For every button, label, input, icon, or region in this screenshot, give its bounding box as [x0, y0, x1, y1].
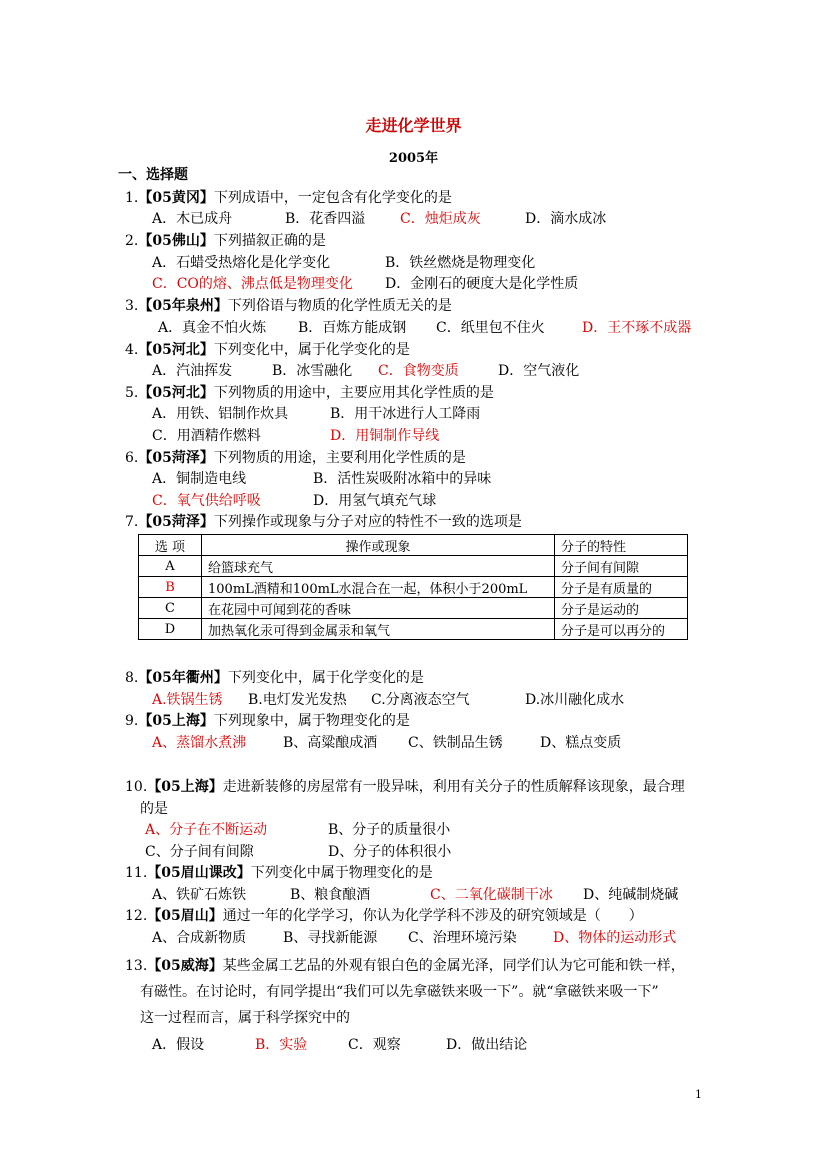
question-number: 6. [125, 450, 139, 466]
option-c: C．观察 [348, 1037, 401, 1053]
year-heading: 2005年 [388, 151, 439, 166]
question-stem: 下列操作或现象与分子对应的特性不一致的选项是 [213, 514, 522, 530]
question-stem-continued: 这一过程而言，属于科学探究中的 [140, 1010, 350, 1026]
option-d: D.冰川融化成水 [525, 692, 625, 708]
table-header: 分子的特性 [555, 535, 688, 556]
question-1 [125, 189, 452, 207]
question-stem-continued: 有磁性。在讨论时，有同学提出“我们可以先拿磁铁来吸一下”。就“拿磁铁来吸一下” [140, 984, 659, 1000]
option-a: A．铜制造电线 [152, 471, 247, 487]
question-stem: 走进新装修的房屋常有一股异味，利用有关分子的性质解释该现象，最合理 [222, 779, 685, 795]
question-source: 【05菏泽】 [138, 514, 214, 530]
option-c: C．纸里包不住火 [436, 320, 545, 336]
table-cell: D [139, 619, 202, 640]
table-cell: 加热氧化汞可得到金属汞和氧气 [202, 619, 555, 640]
page-title: 走进化学世界 [365, 116, 462, 135]
question-stem: 下列变化中，属于化学变化的是 [213, 342, 410, 358]
question-stem: 下列物质的用途中，主要应用其化学性质的是 [213, 385, 494, 401]
option-b: B、高粱酿成酒 [283, 735, 378, 751]
table-header-row [139, 535, 688, 556]
question-2 [125, 232, 326, 250]
option-b-answer: B．实验 [255, 1037, 308, 1053]
question-source: 【05眉山】 [147, 908, 223, 924]
question-number: 3. [125, 298, 139, 314]
question-4 [125, 341, 410, 359]
option-c: C、铁制品生锈 [408, 735, 503, 751]
question-source: 【05菏泽】 [138, 450, 214, 466]
table-cell: 分子是运动的 [555, 598, 688, 619]
table-cell: 分子是可以再分的 [555, 619, 688, 640]
option-a: A．汽油挥发 [152, 363, 233, 379]
option-d: D、纯碱制烧碱 [583, 887, 679, 903]
question-stem: 下列现象中，属于物理变化的是 [213, 713, 410, 729]
question-7 [125, 513, 522, 531]
option-a: A．真金不怕火炼 [158, 320, 267, 336]
table-row [139, 598, 688, 619]
option-c-answer: C．食物变质 [378, 363, 459, 379]
option-a: A、合成新物质 [152, 930, 247, 946]
option-d: D．用氢气填充气球 [313, 493, 437, 509]
question-source: 【05威海】 [147, 958, 223, 974]
question-12 [125, 907, 643, 925]
table-cell: 分子间有间隙 [555, 556, 688, 577]
option-b: B．活性炭吸附冰箱中的异味 [313, 471, 492, 487]
option-c-answer: C．CO的熔、沸点低是物理变化 [152, 276, 353, 292]
question-stem: 下列成语中，一定包含有化学变化的是 [213, 190, 452, 206]
option-a: A．假设 [152, 1037, 205, 1053]
option-d: D．金刚石的硬度大是化学性质 [385, 276, 579, 292]
question-source: 【05河北】 [138, 385, 214, 401]
option-d: D、分子的体积很小 [328, 844, 452, 860]
table-cell: 100mL酒精和100mL水混合在一起，体积小于200mL [202, 577, 555, 598]
question-stem: 下列俗语与物质的化学性质无关的是 [227, 298, 452, 314]
option-d: D．做出结论 [446, 1037, 528, 1053]
option-a-answer: A、蒸馏水煮沸 [152, 735, 247, 751]
option-c-answer: C、二氧化碳制干冰 [430, 887, 553, 903]
option-b: B．铁丝燃烧是物理变化 [385, 255, 536, 271]
table-header: 操作或现象 [202, 535, 555, 556]
option-a: A、铁矿石炼铁 [152, 887, 247, 903]
question-3 [125, 297, 452, 315]
question-number: 12. [125, 908, 148, 924]
question-source: 【05佛山】 [138, 233, 214, 249]
question-8 [125, 669, 424, 687]
option-c: C.分离液态空气 [371, 692, 470, 708]
option-d: D、糕点变质 [540, 735, 622, 751]
question-number: 5. [125, 385, 139, 401]
table-cell: 给篮球充气 [202, 556, 555, 577]
option-b: B．花香四溢 [285, 211, 366, 227]
question-number: 2. [125, 233, 139, 249]
table-cell-answer: B [139, 577, 202, 598]
option-c-answer: C．烛炬成灰 [400, 211, 481, 227]
question-13 [125, 957, 685, 975]
question-source: 【05上海】 [147, 779, 223, 795]
option-d-answer: D、物体的运动形式 [553, 930, 677, 946]
option-d-answer: D．用铜制作导线 [330, 428, 440, 444]
table-cell: 分子是有质量的 [555, 577, 688, 598]
table-row [139, 556, 688, 577]
option-d: D．滴水成冰 [525, 211, 607, 227]
table-header: 选 项 [139, 535, 202, 556]
question-source: 【05黄冈】 [138, 190, 214, 206]
option-c: C、分子间有间隙 [145, 844, 254, 860]
table-cell: 在花园中可闻到花的香味 [202, 598, 555, 619]
table-cell: A [139, 556, 202, 577]
question-number: 4. [125, 342, 139, 358]
question-source: 【05年衢州】 [138, 670, 228, 686]
question-9 [125, 712, 410, 730]
table-row [139, 619, 688, 640]
question-source: 【05眉山课改】 [147, 865, 251, 881]
option-c: C．用酒精作燃料 [152, 428, 261, 444]
section-heading: 一、选择题 [118, 167, 188, 183]
option-a-answer: A、分子在不断运动 [145, 822, 268, 838]
option-b: B．百炼方能成钢 [298, 320, 407, 336]
question-6 [125, 449, 466, 467]
option-a-answer: A.铁锅生锈 [152, 692, 223, 708]
question-stem-continued: 的是 [140, 801, 168, 817]
question-number: 13. [125, 958, 148, 974]
option-d-answer: D．王不琢不成器 [582, 320, 692, 336]
option-b: B、粮食酿酒 [290, 887, 371, 903]
question-stem: 下列描叙正确的是 [213, 233, 326, 249]
option-a: A．用铁、铝制作炊具 [152, 406, 289, 422]
option-c-answer: C．氧气供给呼吸 [152, 493, 261, 509]
option-b: B、寻找新能源 [283, 930, 378, 946]
question-number: 1. [125, 190, 139, 206]
question-stem: 下列物质的用途，主要利用化学性质的是 [213, 450, 466, 466]
option-a: A．石蜡受热熔化是化学变化 [152, 255, 331, 271]
question-stem: 下列变化中属于物理变化的是 [250, 865, 433, 881]
question-number: 11. [125, 865, 148, 881]
question-10 [125, 778, 685, 796]
question-source: 【05年泉州】 [138, 298, 228, 314]
question-number: 9. [125, 713, 139, 729]
option-d: D．空气液化 [498, 363, 580, 379]
question-number: 8. [125, 670, 139, 686]
question-stem: 通过一年的化学学习，你认为化学学科不涉及的研究领域是（ ） [222, 908, 643, 924]
option-b: B、分子的质量很小 [328, 822, 451, 838]
question-stem: 某些金属工艺品的外观有银白色的金属光泽，同学们认为它可能和铁一样， [222, 958, 685, 974]
table-cell: C [139, 598, 202, 619]
question-number: 10. [125, 779, 148, 795]
question-number: 7. [125, 514, 139, 530]
question-source: 【05河北】 [138, 342, 214, 358]
question-5 [125, 384, 494, 402]
option-b: B．用干冰进行人工降雨 [330, 406, 481, 422]
table-row [139, 577, 688, 598]
question-11 [125, 864, 433, 882]
option-a: A．木已成舟 [152, 211, 233, 227]
question-stem: 下列变化中，属于化学变化的是 [227, 670, 424, 686]
option-c: C、治理环境污染 [408, 930, 517, 946]
page-number: 1 [695, 1088, 702, 1101]
option-b: B．冰雪融化 [272, 363, 353, 379]
options-table [138, 534, 688, 640]
question-source: 【05上海】 [138, 713, 214, 729]
option-b: B.电灯发光发热 [248, 692, 347, 708]
